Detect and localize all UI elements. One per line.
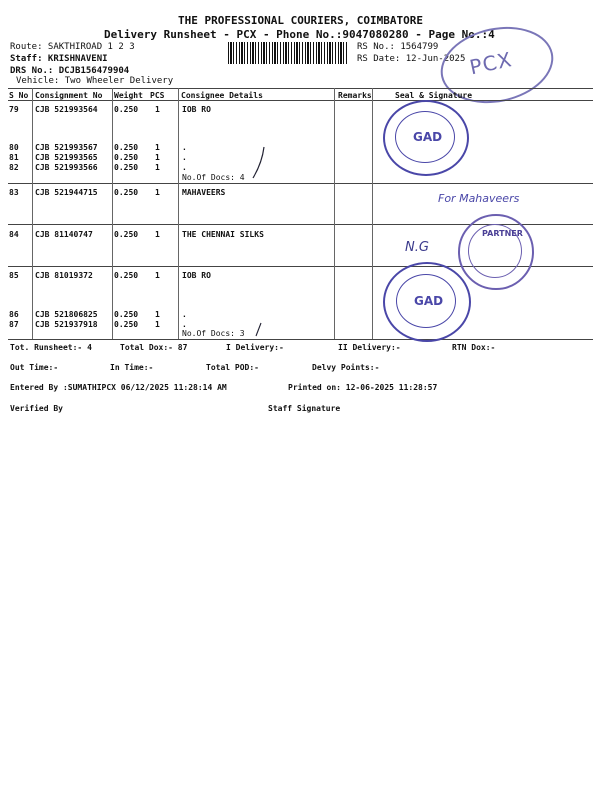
entered-by: Entered By :SUMATHIPCX 06/12/2025 11:28:14 AM — [10, 383, 227, 392]
header-consignee: Consignee Details — [181, 91, 263, 100]
header-remarks: Remarks — [338, 91, 372, 100]
out-time: Out Time:- — [10, 363, 59, 372]
company-name: THE PROFESSIONAL COURIERS, COIMBATORE — [178, 14, 424, 27]
staff-signature: Staff Signature — [268, 404, 341, 413]
table-header-rule — [8, 100, 593, 101]
barcode — [228, 42, 348, 64]
table-top-rule — [8, 88, 593, 89]
rs-number: RS No.: 1564799 — [357, 42, 439, 52]
vehicle-label: Vehicle: Two Wheeler Delivery — [16, 76, 174, 86]
seal-text: GAD — [414, 294, 444, 308]
in-time: In Time:- — [110, 363, 154, 372]
header-weight: Weight — [114, 91, 143, 100]
header-seal: Seal & Signature — [395, 91, 473, 100]
table-bottom-rule — [8, 339, 593, 340]
i-delivery: I Delivery:- — [226, 343, 284, 352]
header-consignment: Consignment No — [35, 91, 103, 100]
gad-seal-stamp — [383, 262, 471, 342]
row-divider — [8, 183, 593, 184]
header-sno: S No — [9, 91, 29, 100]
runsheet-title: Delivery Runsheet - PCX - Phone No.:9047080280 - Page No.:4 — [104, 28, 495, 41]
rs-date: RS Date: 12-Jun-2025 — [357, 54, 466, 64]
col-divider — [32, 88, 33, 339]
total-pod: Total POD:- — [206, 363, 259, 372]
pcx-stamp-text: PCX — [467, 47, 515, 80]
total-dox: Total Dox:- 87 — [120, 343, 188, 352]
col-divider — [178, 88, 179, 339]
col-divider — [372, 88, 373, 339]
tick-mark-icon — [250, 145, 270, 181]
col-divider — [334, 88, 335, 339]
verified-by: Verified By — [10, 404, 63, 413]
col-divider — [112, 88, 113, 339]
delivery-points: Delvy Points:- — [312, 363, 380, 372]
gad-seal-stamp — [383, 100, 469, 176]
printed-on: Printed on: 12-06-2025 11:28:57 — [288, 383, 438, 392]
route-label: Route: SAKTHIROAD 1 2 3 — [10, 42, 135, 52]
docs-count-note: No.Of Docs: 4 — [182, 173, 245, 182]
mahaveers-signature: For Mahaveers — [438, 192, 520, 205]
staff-label: Staff: KRISHNAVENI — [10, 54, 108, 64]
header-pcs: PCS — [150, 91, 165, 100]
ii-delivery: II Delivery:- — [338, 343, 401, 352]
drs-number: DRS No.: DCJB156479904 — [10, 66, 130, 76]
tick-mark-icon — [252, 322, 264, 338]
rtn-dox: RTN Dox:- — [452, 343, 496, 352]
seal-text: GAD — [413, 130, 443, 144]
total-runsheet: Tot. Runsheet:- 4 — [10, 343, 92, 352]
docs-count-note: No.Of Docs: 3 — [182, 329, 245, 338]
partner-stamp — [458, 214, 534, 290]
handwritten-initials: N.G — [405, 240, 429, 255]
partner-label: PARTNER — [482, 229, 523, 238]
